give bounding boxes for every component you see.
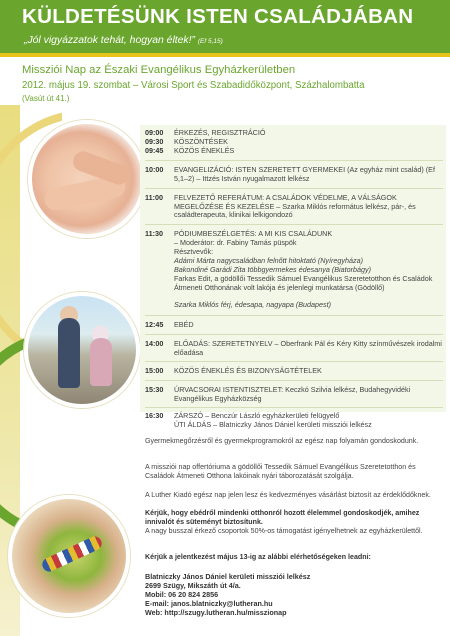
program-time: 12:45 xyxy=(145,320,164,329)
divider xyxy=(145,361,443,362)
program-time: 09:45 xyxy=(145,146,164,155)
divider xyxy=(145,160,443,161)
program-text: ELŐADÁS: SZERETETNYELV – Oberfrank Pál és Kéry Kitty színművészek irodalmi előadása xyxy=(174,339,442,357)
event-name: Missziói Nap az Északi Evangélikus Egyházkerületben xyxy=(22,64,296,76)
contact-email[interactable]: E-mail: janos.blatniczky@lutheran.hu xyxy=(145,599,273,609)
contact-mobile: Mobil: 06 20 824 2856 xyxy=(145,590,219,600)
program-time: 11:00 xyxy=(145,193,163,202)
program-time: 11:30 xyxy=(145,229,163,238)
program-text: Szarka Miklós férj, édesapa, nagyapa (Budapest) xyxy=(174,300,332,309)
child-figure xyxy=(90,338,112,386)
divider xyxy=(145,407,443,408)
program-time: 09:30 xyxy=(145,137,164,146)
divider xyxy=(145,334,443,335)
contact-block xyxy=(145,572,441,617)
contact-web[interactable]: Web: http://szugy.lutheran.hu/misszionap xyxy=(145,608,287,618)
child-figure xyxy=(58,318,80,388)
program-time: 10:00 xyxy=(145,165,164,174)
info-paragraph: A nagy busszal érkező csoportok 50%-os támogatást igényelhetnek az egyházkerülettől. xyxy=(145,527,423,535)
program-text: ÚTI ÁLDÁS – Blatniczky János Dániel kerületi missziói lelkész xyxy=(174,420,372,429)
program-time: 15:30 xyxy=(145,385,164,394)
program-text: Farkas Edit, a gödöllői Tessedik Sámuel Evangélikus Szeretetotthon és Családok Átmeneti Otthonának volt lakója és jelenlegi munkatársa (Gödöllő) xyxy=(174,274,433,292)
baby-hand-photo xyxy=(28,120,146,238)
program-time: 16:30 xyxy=(145,411,164,420)
motto-reference: (Ef 5,15) xyxy=(197,38,223,45)
motto xyxy=(24,35,223,46)
info-paragraph: A Luther Kiadó egész nap jelen lesz és kedvezményes vásárlást biztosít az érdeklődőknek. xyxy=(145,491,431,499)
divider xyxy=(145,224,443,225)
motto-text: „Jól vigyázzatok tehát, hogyan éltek!” xyxy=(24,35,195,46)
program-text: Résztvevők: xyxy=(174,247,214,256)
divider xyxy=(145,315,443,316)
program-text: Bakondiné Garádi Zita többgyermekes édesanya (Biatorbágy) xyxy=(174,265,371,274)
program-text: ZÁRSZÓ – Benczúr László egyházkerületi felügyelő xyxy=(174,411,340,420)
page-title: KÜLDETÉSÜNK ISTEN CSALÁDJÁBAN xyxy=(22,5,414,28)
info-paragraph: Gyermekmegőrzésről és gyermekprogramokról az egész nap folyamán gondoskodunk. xyxy=(145,437,419,445)
program-time: 15:00 xyxy=(145,366,164,375)
program-text: Adámi Márta nagycsaládban felnőtt hitoktató (Nyíregyháza) xyxy=(174,256,363,265)
program-time: 14:00 xyxy=(145,339,164,348)
info-paragraph-highlight: Kérjük, hogy ebédről mindenki otthonról hozott élelemmel gondoskodjék, amihez innivalót és süteményt biztosítunk. xyxy=(145,509,420,526)
divider xyxy=(145,380,443,381)
program-time: 09:00 xyxy=(145,128,164,137)
program-text: ÚRVACSORAI ISTENTISZTELET: Keczkó Szilvia lelkész, Budahegyvidéki Evangélikus Egyházközség xyxy=(174,385,411,403)
program-text: PÓDIUMBESZÉLGETÉS: A MI KIS CSALÁDUNK xyxy=(174,229,333,238)
contact-address: 2699 Szügy, Mikszáth út 4/a. xyxy=(145,581,241,591)
children-walking-photo xyxy=(24,292,140,408)
program-text: KÖZÖS ÉNEKLÉS xyxy=(174,146,235,155)
divider xyxy=(145,188,443,189)
program-text: FELVEZETŐ REFERÁTUM: A CSALÁDOK VÉDELME, A VÁLSÁGOK MEGELŐZÉSE ÉS KEZELÉSE – Szarka Miklós református lelkész, pár-, és családterapeuta, klinikai lelkigondozó xyxy=(174,193,416,219)
program-text: KÖSZÖNTÉSEK xyxy=(174,137,228,146)
program-text: – Moderátor: dr. Fabiny Tamás püspök xyxy=(174,238,297,247)
bracelet-hands-photo xyxy=(8,495,130,617)
program-text: EVANGELIZÁCIÓ: ISTEN SZERETETT GYERMEKEI (Az egyház mint család) (Ef 5,1–2) – Ittzés István nyugalmazott lelkész xyxy=(174,165,435,183)
event-address: (Vasút út 41.) xyxy=(22,94,70,103)
program-text: EBÉD xyxy=(174,320,194,329)
registration-note: Kérjük a jelentkezést május 13-ig az alábbi elérhetőségeken leadni: xyxy=(145,553,371,561)
contact-name: Blatniczky János Dániel kerületi missziói lelkész xyxy=(145,572,311,581)
program-text: ÉRKEZÉS, REGISZTRÁCIÓ xyxy=(174,128,266,137)
event-date-place: 2012. május 19. szombat – Városi Sport és Szabadidőközpont, Százhalombatta xyxy=(22,80,365,91)
bead-bracelet xyxy=(40,534,104,574)
info-paragraph: A missziói nap offertóriuma a gödöllői Tessedik Sámuel Evangélikus Szeretetotthon és Családok Átmeneti Otthona lakóinak nyári táborozatását szolgálja. xyxy=(145,463,416,480)
program-text: KÖZÖS ÉNEKLÉS ÉS BIZONYSÁGTÉTELEK xyxy=(174,366,322,375)
